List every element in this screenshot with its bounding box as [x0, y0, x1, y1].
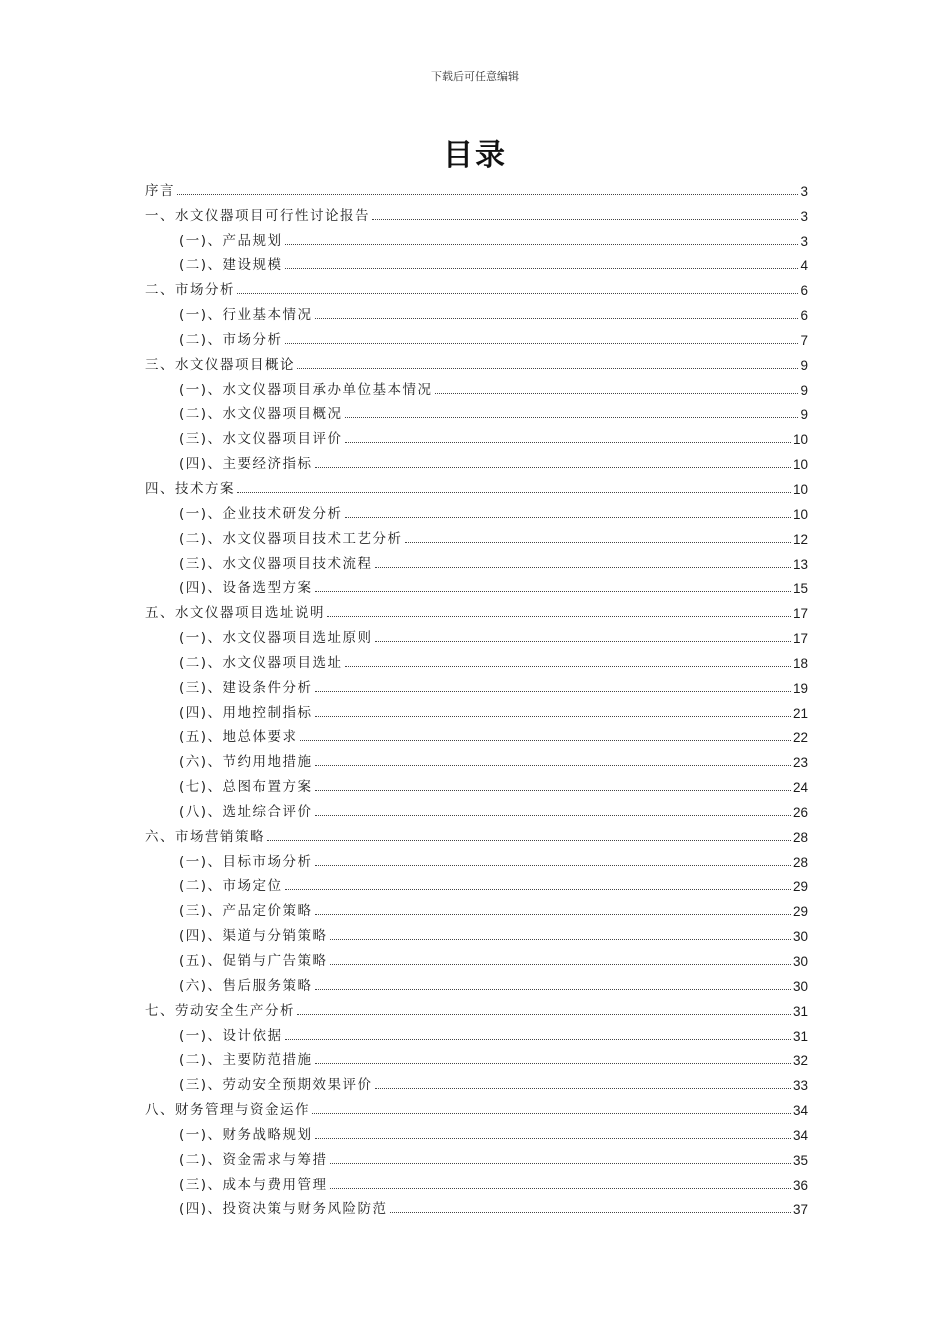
toc-page-number: 31: [792, 1003, 808, 1019]
toc-entry[interactable]: [145, 424, 808, 449]
toc-page-number: 32: [792, 1053, 808, 1069]
toc-entry-title: (一)、水文仪器项目选址原则: [179, 630, 373, 647]
toc-entry-title: (二)、水文仪器项目技术工艺分析: [179, 530, 403, 547]
toc-entry-title: (三)、水文仪器项目技术流程: [179, 555, 373, 572]
toc-entry[interactable]: [145, 524, 808, 549]
toc-entry[interactable]: [145, 797, 808, 822]
dot-leader: [285, 268, 799, 269]
toc-page-number: 17: [792, 631, 808, 647]
toc-entry-title: (二)、市场定位: [179, 878, 283, 895]
toc-entry[interactable]: [145, 226, 808, 251]
toc-entry-title: (七)、总图布置方案: [179, 779, 313, 796]
toc-entry-title: (四)、投资决策与财务风险防范: [179, 1201, 388, 1218]
dot-leader: [285, 343, 799, 344]
toc-entry[interactable]: [145, 300, 808, 325]
toc-entry[interactable]: [145, 1145, 808, 1170]
dot-leader: [267, 840, 791, 841]
toc-entry-title: (一)、目标市场分析: [179, 853, 313, 870]
toc-page-number: 30: [792, 929, 808, 945]
toc-entry[interactable]: [145, 350, 808, 375]
toc-page-number: 34: [792, 1127, 808, 1143]
toc-entry[interactable]: [145, 698, 808, 723]
header-note: 下载后可任意编辑: [431, 70, 519, 83]
toc-entry-title: 五、水文仪器项目选址说明: [145, 605, 325, 622]
toc-entry-title: 三、水文仪器项目概论: [145, 356, 295, 373]
toc-page-number: 3: [800, 208, 808, 224]
toc-entry[interactable]: [145, 921, 808, 946]
toc-page-number: 21: [792, 705, 808, 721]
toc-entry[interactable]: [145, 201, 808, 226]
dot-leader: [315, 865, 791, 866]
dot-leader: [375, 641, 791, 642]
toc-entry[interactable]: [145, 623, 808, 648]
dot-leader: [297, 1014, 791, 1015]
toc-entry[interactable]: [145, 1120, 808, 1145]
toc-page-number: 28: [792, 854, 808, 870]
toc-entry-title: (一)、企业技术研发分析: [179, 505, 343, 522]
dot-leader: [285, 1039, 791, 1040]
toc-page-number: 9: [800, 407, 808, 423]
toc-page-number: 4: [800, 258, 808, 274]
toc-entry[interactable]: [145, 1021, 808, 1046]
toc-page-number: 10: [792, 432, 808, 448]
dot-leader: [345, 666, 791, 667]
toc-entry[interactable]: [145, 1070, 808, 1095]
toc-entry-title: (二)、水文仪器项目选址: [179, 654, 343, 671]
toc-page-number: 17: [792, 606, 808, 622]
toc-page-number: 6: [800, 283, 808, 299]
dot-leader: [315, 467, 791, 468]
toc-page-number: 3: [800, 233, 808, 249]
dot-leader: [330, 939, 791, 940]
toc-page-number: 24: [792, 780, 808, 796]
toc-entry[interactable]: [145, 275, 808, 300]
dot-leader: [177, 194, 798, 195]
toc-page-number: 33: [792, 1078, 808, 1094]
toc-entry[interactable]: [145, 549, 808, 574]
toc-entry-title: (五)、促销与广告策略: [179, 953, 328, 969]
toc-entry[interactable]: [145, 1046, 808, 1071]
toc-entry[interactable]: [145, 971, 808, 996]
dot-leader: [390, 1212, 791, 1213]
toc-entry[interactable]: [145, 251, 808, 276]
toc-entry[interactable]: [145, 747, 808, 772]
toc-page-number: 31: [792, 1028, 808, 1044]
toc-entry[interactable]: [145, 474, 808, 499]
toc-page-number: 35: [792, 1152, 808, 1168]
toc-entry[interactable]: [145, 822, 808, 847]
toc-entry-title: (一)、水文仪器项目承办单位基本情况: [179, 381, 433, 398]
dot-leader: [435, 393, 799, 394]
toc-entry[interactable]: [145, 574, 808, 599]
toc-entry-title: (二)、市场分析: [179, 331, 283, 348]
toc-entry-title: (三)、水文仪器项目评价: [179, 431, 343, 448]
toc-page-number: 13: [792, 556, 808, 572]
toc-entry[interactable]: [145, 325, 808, 350]
toc-entry[interactable]: [145, 648, 808, 673]
dot-leader: [330, 964, 791, 965]
toc-entry[interactable]: [145, 723, 808, 748]
toc-entry-title: (二)、建设规模: [179, 257, 283, 274]
toc-entry-title: (三)、成本与费用管理: [179, 1176, 328, 1193]
toc-entry-title: (四)、设备选型方案: [179, 580, 313, 597]
toc-page-number: 22: [792, 730, 808, 746]
toc-page-number: 26: [792, 804, 808, 820]
toc-page-number: 30: [792, 954, 808, 969]
toc-entry-title: 四、技术方案: [145, 480, 235, 497]
toc-entry-title: 六、市场营销策略: [145, 828, 265, 845]
toc-page-number: 29: [792, 904, 808, 920]
dot-leader: [300, 740, 791, 741]
dot-leader: [372, 219, 798, 220]
toc-entry-title: (四)、用地控制指标: [179, 704, 313, 721]
toc-entry[interactable]: [145, 176, 808, 201]
toc-entry[interactable]: [145, 772, 808, 797]
toc-entry[interactable]: [145, 896, 808, 921]
toc-page-number: 6: [800, 308, 808, 324]
dot-leader: [345, 417, 799, 418]
toc-entry-title: (八)、选址综合评价: [179, 803, 313, 820]
dot-leader: [297, 368, 798, 369]
dot-leader: [315, 716, 791, 717]
page-title: 目录: [443, 138, 507, 173]
toc-entry-title: 二、市场分析: [145, 282, 235, 299]
toc-page-number: 9: [800, 382, 808, 398]
dot-leader: [237, 492, 791, 493]
toc-page-number: 9: [800, 357, 808, 373]
dot-leader: [315, 1063, 791, 1064]
toc-entry-title: (二)、资金需求与筹措: [179, 1151, 328, 1168]
dot-leader: [315, 815, 791, 816]
toc-entry-title: (一)、产品规划: [179, 232, 283, 249]
dot-leader: [327, 616, 791, 617]
dot-leader: [315, 914, 791, 915]
toc-entry[interactable]: [145, 1195, 808, 1220]
toc-entry-title: (二)、主要防范措施: [179, 1052, 313, 1069]
toc-entry-title: 七、劳动安全生产分析: [145, 1002, 295, 1019]
dot-leader: [375, 1088, 791, 1089]
toc-page-number: 7: [800, 332, 808, 348]
toc-page-number: 34: [792, 1103, 808, 1119]
toc-page-number: 30: [792, 978, 808, 994]
dot-leader: [315, 318, 799, 319]
toc-entry[interactable]: [145, 449, 808, 474]
toc-page-number: 10: [792, 506, 808, 522]
dot-leader: [345, 517, 791, 518]
dot-leader: [285, 244, 799, 245]
toc-entry-title: 一、水文仪器项目可行性讨论报告: [145, 207, 370, 224]
toc-page-number: 23: [792, 755, 808, 771]
dot-leader: [375, 567, 791, 568]
toc-entry-title: (二)、水文仪器项目概况: [179, 406, 343, 423]
toc-entry-title: (三)、产品定价策略: [179, 903, 313, 920]
toc-entry[interactable]: [145, 375, 808, 400]
dot-leader: [315, 691, 791, 692]
toc-entry[interactable]: [145, 996, 808, 1021]
toc-entry[interactable]: [145, 946, 808, 971]
table-of-contents: [145, 176, 808, 1219]
dot-leader: [315, 1138, 791, 1139]
toc-entry[interactable]: [145, 400, 808, 425]
dot-leader: [315, 790, 791, 791]
toc-page-number: 18: [792, 655, 808, 671]
dot-leader: [315, 591, 791, 592]
toc-entry-title: (三)、建设条件分析: [179, 679, 313, 696]
toc-page-number: 29: [792, 879, 808, 895]
toc-entry-title: (六)、售后服务策略: [179, 977, 313, 994]
toc-entry-title: (四)、主要经济指标: [179, 456, 313, 473]
toc-page-number: 10: [792, 457, 808, 473]
toc-entry-title: (一)、行业基本情况: [179, 307, 313, 324]
toc-page-number: 37: [792, 1202, 808, 1218]
toc-entry-title: (五)、地总体要求: [179, 729, 298, 746]
toc-entry[interactable]: [145, 847, 808, 872]
dot-leader: [237, 293, 798, 294]
toc-entry-title: (四)、渠道与分销策略: [179, 928, 328, 945]
toc-page-number: 19: [792, 680, 808, 696]
toc-page-number: 12: [792, 531, 808, 547]
dot-leader: [405, 542, 791, 543]
dot-leader: [345, 442, 791, 443]
dot-leader: [285, 889, 791, 890]
toc-page-number: 3: [800, 183, 808, 199]
toc-entry-title: 八、财务管理与资金运作: [145, 1102, 310, 1119]
toc-page-number: 28: [792, 829, 808, 845]
toc-page-number: 15: [792, 581, 808, 597]
toc-entry[interactable]: [145, 1095, 808, 1120]
dot-leader: [330, 1163, 791, 1164]
toc-entry-title: 序言: [145, 182, 175, 199]
toc-entry[interactable]: [145, 872, 808, 897]
toc-page-number: 10: [792, 481, 808, 497]
toc-entry-title: (一)、设计依据: [179, 1027, 283, 1044]
toc-entry-title: (三)、劳动安全预期效果评价: [179, 1077, 373, 1094]
dot-leader: [315, 765, 791, 766]
toc-entry-title: (一)、财务战略规划: [179, 1126, 313, 1143]
dot-leader: [312, 1113, 791, 1114]
toc-entry-title: (六)、节约用地措施: [179, 754, 313, 771]
toc-entry[interactable]: [145, 1170, 808, 1195]
toc-entry[interactable]: [145, 598, 808, 623]
toc-entry[interactable]: [145, 673, 808, 698]
toc-entry[interactable]: [145, 499, 808, 524]
toc-page-number: 36: [792, 1177, 808, 1193]
dot-leader: [330, 1188, 791, 1189]
dot-leader: [315, 989, 791, 990]
